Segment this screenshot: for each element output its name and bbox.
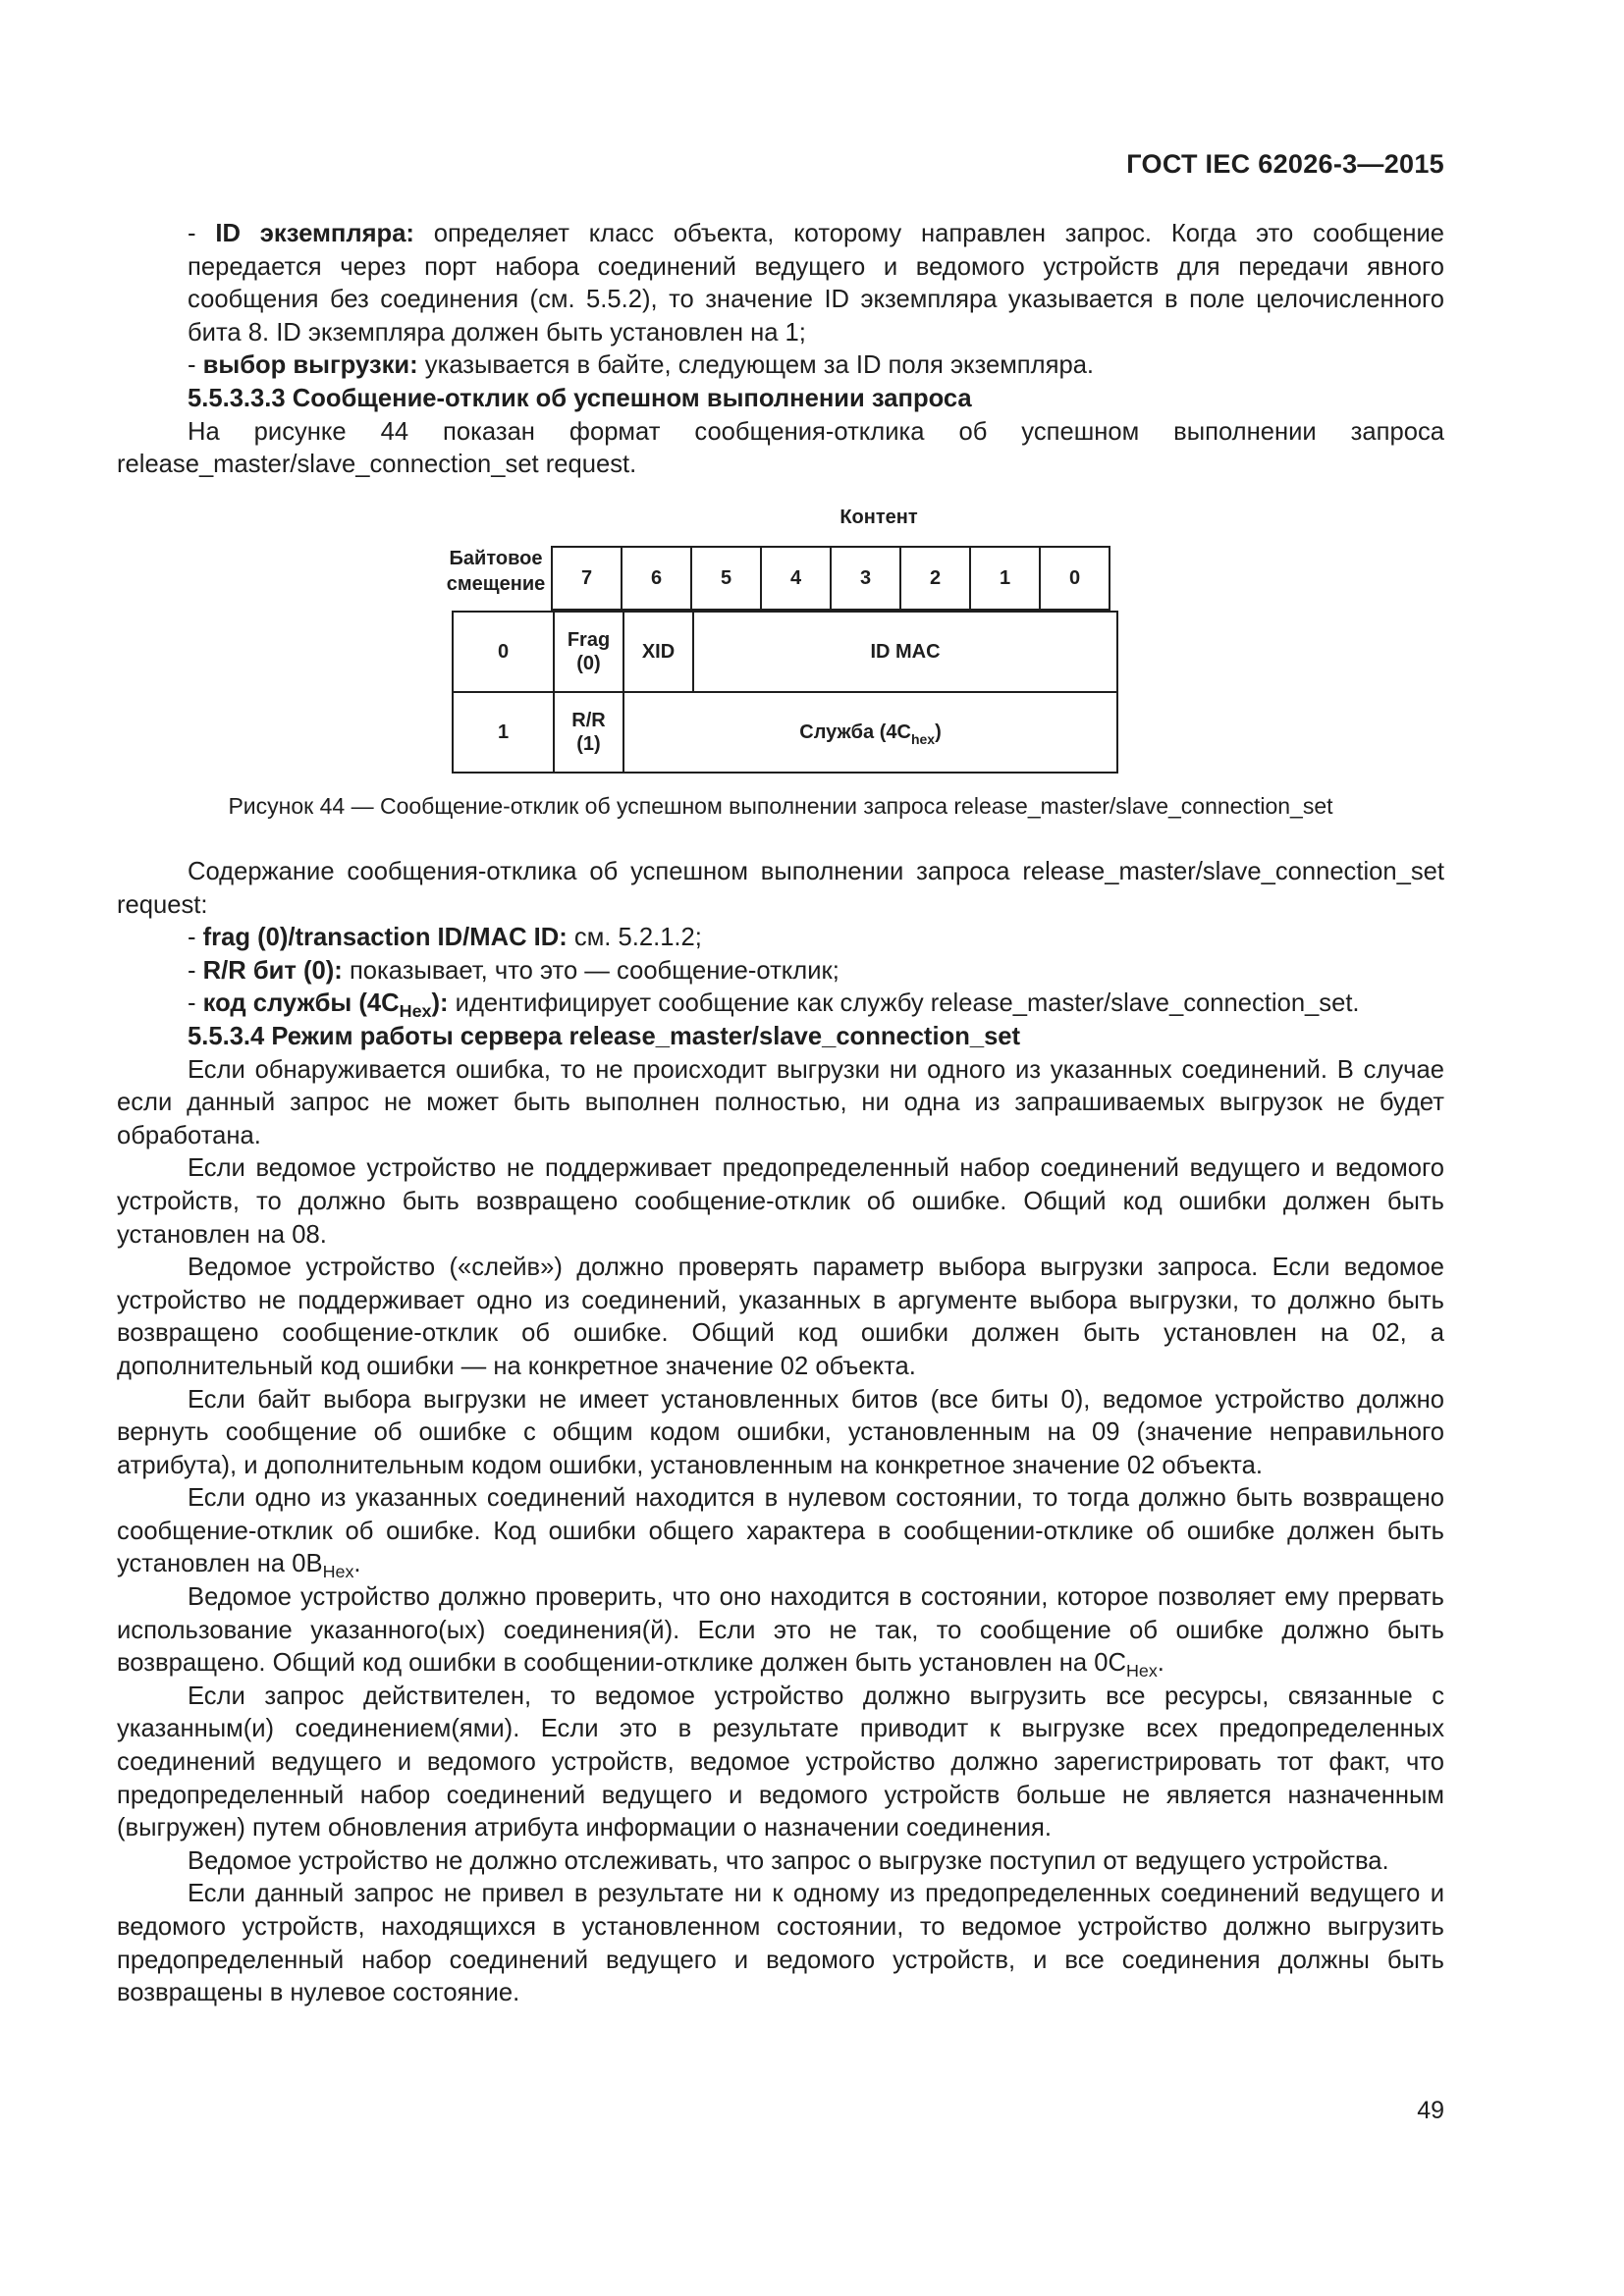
table-row — [453, 612, 1117, 692]
id-mac-cell: ID MAC — [693, 612, 1117, 692]
paragraph: Ведомое устройство («слейв») должно проверять параметр выбора выгрузки запроса. Если ведомое устройство не поддерживает одно из соединений, указанных в аргументе выбора выгрузки, то должно быть возвращено сообщение-отклик об ошибке. Общий код ошибки должен быть установлен на 02, а дополнительный код ошибки — на конкретное значение 02 объекта. — [117, 1254, 1444, 1380]
section-heading-5-5-3-3-3: 5.5.3.3.3 Сообщение-отклик об успешном выполнении запроса — [188, 384, 972, 412]
paragraph: Если данный запрос не привел в результате ни к одному из предопределенных соединений ведущего и ведомого устройств, находящихся в установленном состоянии, то ведомое устройство должно выгрузить предопределенный набор соединений ведущего и ведомого устройств, и все соединения должны быть возвращены в нулевое состояние. — [117, 1880, 1444, 2007]
paragraph: Если запрос действителен, то ведомое устройство должно выгрузить все ресурсы, связанные с указанным(и) соединением(ями). Если это в результате приводит к выгрузке всех предопределенных соединений ведущего и ведомого устройств, ведомое устройство должно зарегистрировать тот факт, что предопределенный набор соединений ведущего и ведомого устройств больше не является назначенным (выгружен) путем обновления атрибута информации о назначении соединения. — [117, 1682, 1444, 1842]
offset-cell: 0 — [453, 612, 554, 692]
list-item-frag: - frag (0)/transaction ID/MAC ID: см. 5.2.1.2; — [188, 924, 702, 952]
paragraph: Если обнаруживается ошибка, то не происходит выгрузки ни одного из указанных соединений. В случае если данный запрос не может быть выполнен полностью, ни одна из запрашиваемых выгрузок не будет обработана. — [117, 1055, 1444, 1149]
paragraph: Если одно из указанных соединений находится в нулевом состоянии, то тогда должно быть возвращено сообщение-отклик об ошибке. Код ошибки общего характера в сообщении-отклике об ошибке должен быть установлен на $0B_{Hex}$. — [117, 1484, 1444, 1582]
content-paragraph: Содержание сообщения-отклика об успешном выполнении запроса release_master/slave_connection_set request: — [117, 858, 1444, 919]
paragraph: Если байт выбора выгрузки не имеет установленных битов (все биты 0), ведомое устройство должно вернуть сообщение об ошибке с общим кодом ошибки, установленным на 09 (значение неправильного атрибута), и дополнительным кодом ошибки, установленным на конкретное значение 02 объекта. — [117, 1385, 1444, 1479]
figure-reference-paragraph: На рисунке 44 показан формат сообщения-отклика об успешном выполнении запроса release_master/slave_connection_set request. — [117, 417, 1444, 479]
section-heading-5-5-3-4: 5.5.3.4 Режим работы сервера release_master/slave_connection_set — [188, 1022, 1021, 1050]
bit-4-cell: 4 — [761, 547, 831, 610]
paragraph: Ведомое устройство должно проверить, что оно находится в состоянии, которое позволяет ему прервать использование указанного(ых) соединения(й). Если это не так, то сообщение об ошибке должно быть возвращено. Общий код ошибки в сообщении-отклике должен быть установлен на $0C_{Hex}$. — [117, 1583, 1444, 1682]
term-instance-id: ID экземпляра: — [215, 220, 414, 247]
bit-6-cell: 6 — [622, 547, 691, 610]
list-item-service-code: - код службы $(4C_{Hex})$: идентифицирует сообщение как службу release_master/slave_connection_set. — [188, 989, 1360, 1022]
list-item-rr: - R/R бит (0): показывает, что это — сообщение-отклик; — [188, 956, 839, 985]
paragraph: Ведомое устройство не должно отслеживать, что запрос о выгрузке поступил от ведущего устройства. — [188, 1846, 1389, 1875]
bit-0-cell: 0 — [1040, 547, 1110, 610]
document-header: ГОСТ IEC 62026-3—2015 — [1126, 149, 1444, 179]
term-unload-select: выбор выгрузки: — [202, 351, 418, 380]
message-format-table — [452, 611, 1118, 774]
bit-2-cell: 2 — [900, 547, 970, 610]
bit-5-cell: 5 — [691, 547, 761, 610]
rr-cell: R/R (1) — [554, 692, 623, 773]
xid-cell: XID — [623, 612, 693, 692]
figure-content-label: Контент — [839, 507, 918, 528]
figure-caption: Рисунок 44 — Сообщение-отклик об успешном выполнении запроса release_master/slave_connection_set — [228, 793, 1333, 819]
service-cell: Служба $(4C_{hex})$ — [623, 692, 1117, 773]
byte-offset-label: Байтовое смещение — [446, 548, 546, 595]
paragraph: Если ведомое устройство не поддерживает предопределенный набор соединений ведущего и ведомого устройств, то должно быть возвращено сообщение-отклик об ошибке. Общий код ошибки должен быть установлен на 08. — [117, 1154, 1444, 1249]
intro-section — [117, 218, 1444, 482]
list-item-instance-id: - ID экземпляра: определяет класс объекта, которому направлен запрос. Когда это сообщение передается через порт набора соединений ведущего и ведомого устройств для передачи явного сообщения без соединения (см. 5.5.2), то значение ID экземпляра указывается в поле целочисленного бита 8. ID экземпляра должен быть установлен на 1; — [188, 220, 1444, 347]
frag-cell: Frag (0) — [554, 612, 623, 692]
table-row — [453, 692, 1117, 773]
bit-header-row — [551, 546, 1110, 611]
list-item-unload-select: - выбор выгрузки: указывается в байте, следующем за ID поля экземпляра. — [188, 351, 1095, 380]
bit-7-cell: 7 — [552, 547, 622, 610]
offset-cell: 1 — [453, 692, 554, 773]
bit-3-cell: 3 — [831, 547, 900, 610]
bit-1-cell: 1 — [970, 547, 1040, 610]
page-number: 49 — [1417, 2097, 1444, 2124]
main-section — [117, 856, 1444, 2010]
